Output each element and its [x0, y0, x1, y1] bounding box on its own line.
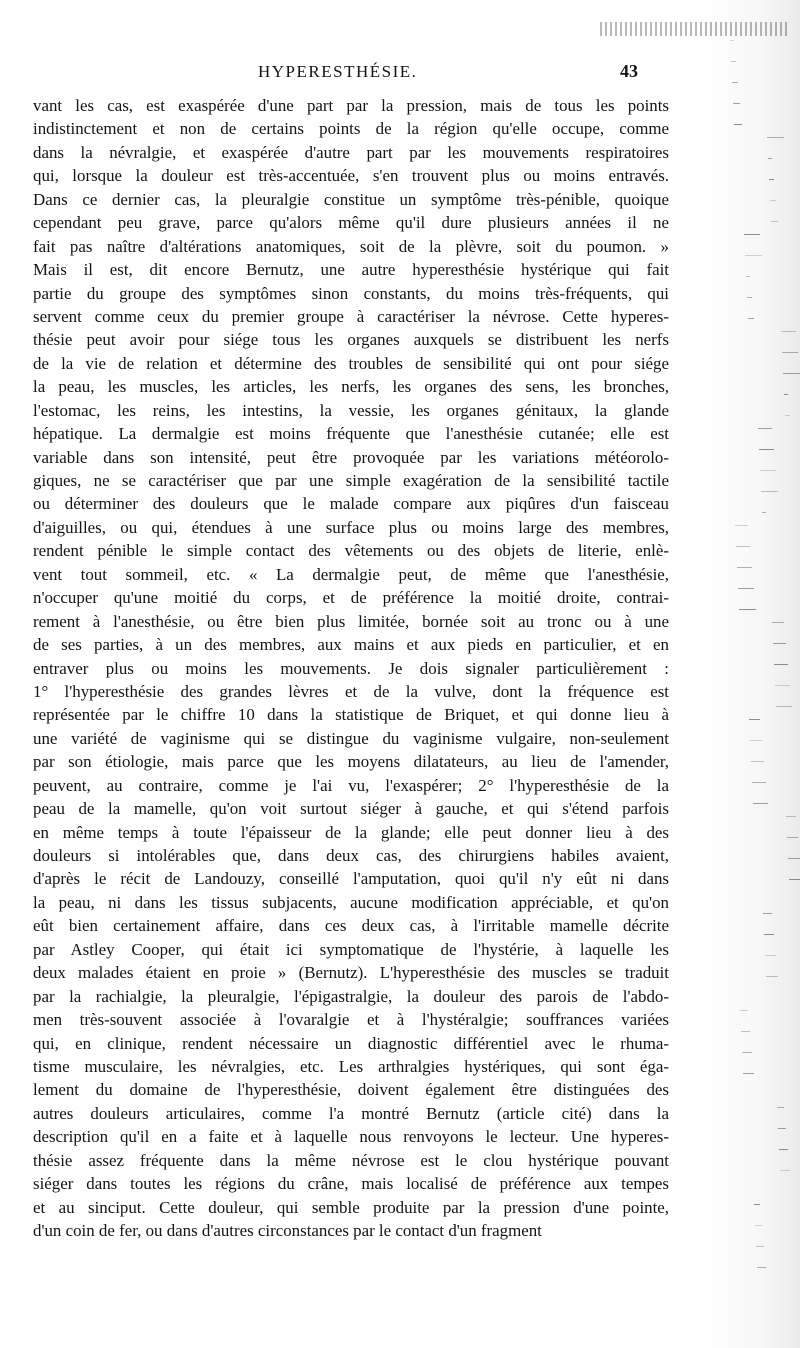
body-text: [33, 94, 669, 1242]
running-title: HYPERESTHÉSIE.: [258, 62, 418, 81]
text-line: Dans ce dernier cas, la pleuralgie constitue un symptôme très-pénible, quoique: [33, 189, 669, 209]
bleed-mark: [751, 761, 764, 762]
bleed-mark: [746, 276, 750, 277]
bleed-mark: [749, 719, 760, 720]
bleed-mark: [752, 782, 766, 783]
bleed-mark: [780, 1170, 790, 1171]
bleed-mark: [772, 622, 784, 623]
bleed-mark: [776, 706, 792, 707]
text-line: tisme musculaire, les névralgies, etc. Les arthralgies hystériques, qui sont éga-: [33, 1056, 669, 1076]
text-line: ou déterminer des douleurs que le malade compare aux piqûres d'un faisceau: [33, 494, 669, 514]
text-line: la peau, les muscles, les articles, les nerfs, les organes des sens, les bronches,: [33, 377, 669, 397]
bleed-mark: [778, 1128, 786, 1129]
text-line: lement du domaine de l'hyperesthésie, doivent également être distinguées des: [33, 1080, 669, 1100]
bleed-mark: [777, 1107, 784, 1108]
text-line: la peau, ni dans les tissus subjacents, aucune modification appréciable, et qu'on: [33, 892, 669, 912]
text-line: partie du groupe des symptômes sinon constants, du moins très-fréquents, qui: [33, 283, 669, 303]
text-line: de la vie de relation et détermine des troubles de sensibilité qui ont pour siége: [33, 353, 669, 373]
bleed-mark: [770, 200, 776, 201]
bleed-mark: [742, 1052, 752, 1053]
bleed-mark: [769, 179, 774, 180]
bleed-mark: [779, 1149, 788, 1150]
bleed-mark: [771, 221, 778, 222]
bleed-mark: [781, 331, 796, 332]
bleed-mark: [730, 40, 734, 41]
bleed-mark: [762, 512, 766, 513]
text-line: cependant peu grave, parce qu'alors même qu'il dure plusieurs années il ne: [33, 213, 669, 233]
text-line: rendent pénible le simple contact des vêtements ou des objets de literie, enlè-: [33, 541, 669, 561]
bleed-mark: [761, 491, 778, 492]
text-line: indistinctement et non de certains points de la région qu'elle occupe, comme: [33, 119, 669, 139]
text-line: n'occuper qu'une moitié du corps, et de préférence la moitié droite, contrai-: [33, 588, 669, 608]
text-line: hépatique. La dermalgie est moins fréquente que l'anesthésie cutanée; elle est: [33, 424, 669, 444]
bleed-mark: [765, 955, 776, 956]
bleed-mark: [773, 643, 786, 644]
bleed-mark: [783, 373, 800, 374]
text-line: deux malades étaient en proie » (Bernutz). L'hyperesthésie des muscles se traduit: [33, 963, 669, 983]
bleed-mark: [788, 858, 800, 859]
text-line: fait pas naître d'altérations anatomiques, soit de la plèvre, soit du poumon. »: [33, 236, 669, 256]
text-line: men très-souvent associée à l'ovaralgie et à l'hystéralgie; souffrances variées: [33, 1010, 669, 1030]
text-line: variable dans son intensité, peut être provoquée par les variations météorolo-: [33, 447, 669, 467]
bleed-mark: [764, 934, 774, 935]
text-line: 1° l'hyperesthésie des grandes lèvres et de la vulve, dont la fréquence est: [33, 681, 669, 701]
text-line: autres douleurs articulaires, comme l'a montré Bernutz (article cité) dans la: [33, 1103, 669, 1123]
bleed-mark: [734, 124, 742, 125]
bleed-mark: [748, 318, 754, 319]
bleed-mark: [735, 525, 748, 526]
bleed-mark: [736, 546, 750, 547]
text-line: entraver plus ou moins les mouvements. Je dois signaler particulièrement :: [33, 658, 669, 678]
text-line: et au sinciput. Cette douleur, qui semble produite par la pression d'une pointe,: [33, 1197, 669, 1217]
text-line: Mais il est, dit encore Bernutz, une autre hyperesthésie hystérique qui fait: [33, 260, 669, 280]
bleed-mark: [750, 740, 762, 741]
text-line: qui, lorsque la douleur est très-accentuée, s'en trouvent plus ou moins entravés.: [33, 166, 669, 186]
page-number: 43: [620, 61, 638, 81]
bleed-mark: [747, 297, 752, 298]
text-line: rement à l'anesthésie, ou être bien plus limitée, bornée soit au tronc ou à une: [33, 611, 669, 631]
text-line: une variété de vaginisme qui se distingue du vaginisme vulgaire, non-seulement: [33, 728, 669, 748]
text-line: d'après le récit de Landouzy, conseillé l'amputation, quoi qu'il n'y eût ni dans: [33, 869, 669, 889]
bleed-mark: [758, 428, 772, 429]
bleed-mark: [785, 415, 790, 416]
text-line: vant les cas, est exaspérée d'une part par la pression, mais de tous les points: [33, 96, 669, 115]
text-line: eût bien certainement affaire, dans ces deux cas, à l'irritable mamelle décrite: [33, 916, 669, 936]
bleed-mark: [782, 352, 798, 353]
text-line: thésie peut avoir pour siége tous les organes auxquels se distribuent les nerfs: [33, 330, 669, 350]
text-line: en même temps à toute l'épaisseur de la glande; elle peut donner lieu à des: [33, 822, 669, 842]
text-line: vent tout sommeil, etc. « La dermalgie peut, de même que l'anesthésie,: [33, 564, 669, 584]
text-line: servent comme ceux du premier groupe à caractériser la névrose. Cette hyperes-: [33, 306, 669, 326]
bleed-mark: [787, 837, 798, 838]
bleed-mark: [763, 913, 772, 914]
bleed-mark: [738, 588, 754, 589]
bleed-mark: [741, 1031, 750, 1032]
text-line: par la rachialgie, la pleuralgie, l'épigastralgie, la douleur des parois de l'abdo-: [33, 986, 669, 1006]
bleed-mark: [774, 664, 788, 665]
bleed-mark: [745, 255, 762, 256]
bleed-mark: [755, 1225, 762, 1226]
bleed-mark: [744, 234, 760, 235]
text-line: de ses parties, à un des membres, aux mains et aux pieds en particulier, et en: [33, 635, 669, 655]
text-line: d'aiguilles, ou qui, étendues à une surface plus ou moins large des membres,: [33, 517, 669, 537]
text-line: d'un coin de fer, ou dans d'autres circonstances par le contact d'un fragment: [33, 1221, 542, 1240]
text-line: par Astley Cooper, qui était ici symptomatique de l'hystérie, à laquelle les: [33, 939, 669, 959]
bleed-mark: [739, 609, 756, 610]
bleed-mark: [767, 137, 784, 138]
bleed-mark: [757, 1267, 766, 1268]
bleed-mark: [753, 803, 768, 804]
bleed-mark: [754, 1204, 760, 1205]
bleed-mark: [789, 879, 800, 880]
bleed-mark: [737, 567, 752, 568]
text-line: peuvent, au contraire, comme je l'ai vu, l'exaspérer; 2° l'hyperesthésie de la: [33, 775, 669, 795]
text-line: dans la névralgie, et exaspérée d'autre part par les mouvements respiratoires: [33, 142, 669, 162]
text-line: par son étiologie, mais parce que les moyens dilatateurs, au lieu de l'amender,: [33, 752, 669, 772]
bleed-mark: [733, 103, 740, 104]
bleed-mark: [784, 394, 788, 395]
bleed-mark: [759, 449, 774, 450]
running-head: [0, 62, 800, 86]
text-line: peau de la mamelle, qu'on voit surtout siéger à gauche, et qui s'étend parfois: [33, 799, 669, 819]
bleed-mark: [768, 158, 772, 159]
text-line: siéger dans toutes les régions du crâne, mais localisé de préférence aux tempes: [33, 1174, 669, 1194]
bleed-mark: [766, 976, 778, 977]
bleed-mark: [743, 1073, 754, 1074]
text-line: représentée par le chiffre 10 dans la statistique de Briquet, et qui donne lieu à: [33, 705, 669, 725]
text-line: l'estomac, les reins, les intestins, la vessie, les organes génitaux, la glande: [33, 400, 669, 420]
facing-page-bleed: [700, 0, 800, 1348]
text-line: qui, en clinique, rendent nécessaire un diagnostic différentiel avec le rhuma-: [33, 1033, 669, 1053]
bleed-mark: [740, 1010, 748, 1011]
text-line: thésie assez fréquente dans la même névrose est le clou hystérique pouvant: [33, 1150, 669, 1170]
text-line: giques, ne se caractériser que par une simple exagération de la sensibilité tactile: [33, 471, 669, 490]
text-line: description qu'il en a faite et à laquelle nous renvoyons le lecteur. Une hyperes-: [33, 1127, 669, 1147]
bleed-mark: [756, 1246, 764, 1247]
text-line: douleurs si intolérables que, dans deux cas, des chirurgiens habiles avaient,: [33, 846, 669, 865]
bleed-mark: [775, 685, 790, 686]
bleed-mark: [760, 470, 776, 471]
bleed-mark: [786, 816, 796, 817]
